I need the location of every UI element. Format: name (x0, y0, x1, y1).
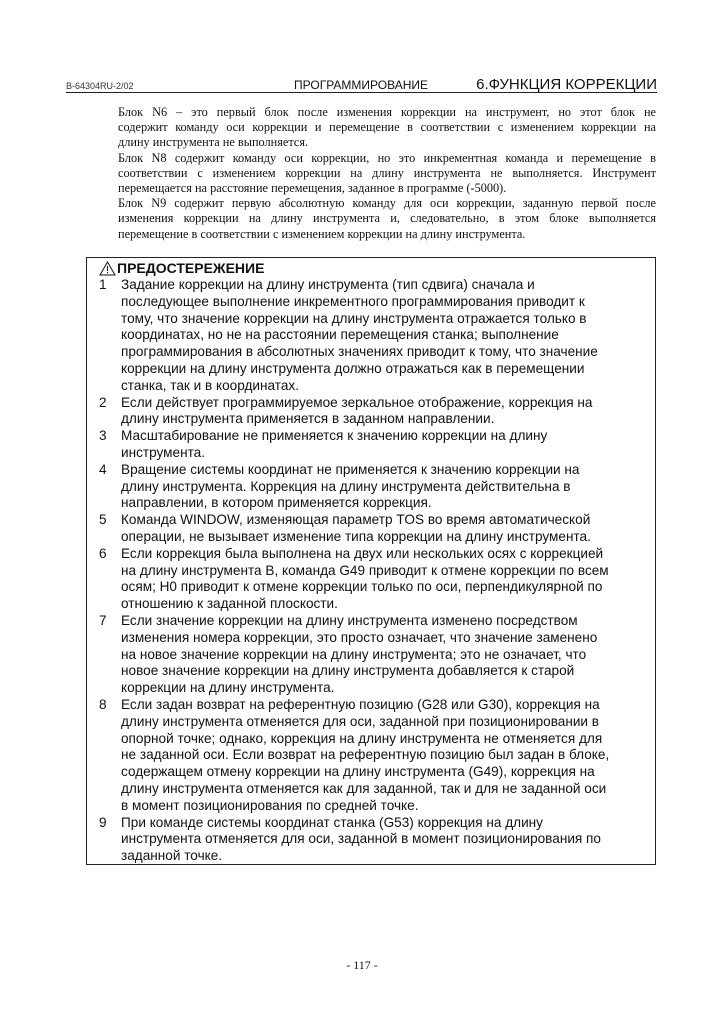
body-line: Блок N9 содержит первую абсолютную команду для оси коррекции, заданную первой после (118, 196, 656, 211)
caution-item (99, 462, 649, 512)
item-number: 3 (99, 428, 107, 444)
body-line: перемещение в соответствии с изменением коррекции на длину инструмента. (118, 226, 526, 241)
section-title: ПРОГРАММИРОВАНИЕ (294, 78, 428, 92)
caution-title (99, 260, 264, 277)
item-line: не заданной оси. Если возврат на референтную позицию был задан в блоке, (121, 747, 610, 763)
item-number: 5 (99, 512, 107, 528)
item-line: заданной точке. (121, 848, 223, 864)
item-line: длину инструмента отменяется для оси, заданной при позиционировании в (121, 713, 600, 729)
item-line: на длину инструмента B, команда G49 приводит к отмене коррекции по всем (121, 562, 609, 578)
item-number: 8 (99, 696, 107, 712)
item-number: 2 (99, 394, 107, 410)
page-number: - 117 - (346, 958, 378, 972)
item-line: операции, не вызывает изменение типа коррекции на длину инструмента. (121, 528, 591, 544)
caution-list (99, 277, 649, 865)
item-line: последующее выполнение инкрементного программирования приводит к (121, 293, 585, 309)
caution-item (99, 546, 649, 613)
page-header (66, 74, 657, 93)
item-number: 7 (99, 612, 107, 628)
caution-item (99, 815, 649, 865)
warning-triangle-icon (99, 261, 116, 276)
item-line: Если задан возврат на референтную позицию (G28 или G30), коррекция на (121, 696, 600, 712)
document-code: B-64304RU-2/02 (66, 81, 134, 91)
body-line: Блок N6 – это первый блок после изменения коррекции на инструмент, но этот блок не (118, 105, 656, 119)
item-line: станка, так и в координатах. (121, 377, 299, 393)
item-line: изменения номера коррекции, это просто означает, что значение заменено (121, 629, 598, 645)
item-line: тому, что значение коррекции на длину инструмента отражается только в (121, 310, 587, 326)
item-line: инструмента отменяется для оси, заданной в момент позиционирования по (121, 831, 601, 847)
item-line: содержащем отмену коррекции на длину инструмента (G49), коррекция на (121, 764, 595, 780)
chapter-title: 6.ФУНКЦИЯ КОРРЕКЦИИ (476, 76, 657, 93)
body-line: соответствии с изменением коррекции на длину инструмента не выполняется. Инструмент (118, 165, 656, 180)
item-line: коррекции на длину инструмента. (121, 680, 335, 696)
body-text (118, 105, 656, 242)
item-line: При команде системы координат станка (G53) коррекция на длину (121, 814, 543, 830)
body-line: изменения коррекции на длину инструмента и, следовательно, в этом блоке выполняется (118, 211, 656, 226)
item-line: Команда WINDOW, изменяющая параметр TOS во время автоматической (121, 512, 591, 528)
caution-title-text: ПРЕДОСТЕРЕЖЕНИЕ (117, 260, 265, 276)
item-line: координатах, но не на расстоянии перемещения станка; выполнение (121, 327, 559, 343)
caution-item (99, 277, 649, 395)
item-line: длину инструмента. Коррекция на длину инструмента действительна в (121, 478, 571, 494)
caution-item (99, 697, 649, 815)
caution-item (99, 512, 649, 546)
item-number: 6 (99, 545, 107, 561)
item-line: новое значение коррекции на длину инструмента добавляется к старой (121, 663, 575, 679)
item-line: длину инструмента применяется в заданном направлении. (121, 411, 495, 427)
caution-item (99, 395, 649, 429)
item-line: Вращение системы координат не применяется к значению коррекции на (121, 461, 580, 477)
item-line: программирования в абсолютных значениях приводит к тому, что значение (121, 344, 598, 360)
item-number: 4 (99, 461, 107, 477)
item-line: Если коррекция была выполнена на двух или нескольких осях с коррекцией (121, 545, 604, 561)
body-line: Блок N8 содержит команду оси коррекции, но это инкрементная команда и перемещение в (118, 150, 656, 165)
body-line: содержит команду оси коррекции и перемещение в соответствии с изменением коррекции на (118, 120, 656, 135)
item-line: на новое значение коррекции на длину инструмента; это не означает, что (121, 646, 587, 662)
caution-item (99, 428, 649, 462)
item-number: 9 (99, 814, 107, 830)
item-line: инструмента. (121, 444, 205, 460)
item-line: Масштабирование не применяется к значению коррекции на длину (121, 428, 548, 444)
item-number: 1 (99, 277, 107, 292)
item-line: коррекции на длину инструмента должно отражаться как в перемещении (121, 360, 585, 376)
item-line: Задание коррекции на длину инструмента (тип сдвига) сначала и (121, 277, 535, 292)
item-line: в момент позиционирования по средней точке. (121, 797, 419, 813)
item-line: осям; H0 приводит к отмене коррекции только по оси, перпендикулярной по (121, 579, 603, 595)
item-line: отношению к заданной плоскости. (121, 596, 338, 612)
item-line: длину инструмента отменяется как для заданной, так и для не заданной оси (121, 780, 607, 796)
item-line: Если значение коррекции на длину инструмента изменено посредством (121, 612, 578, 628)
caution-box (86, 257, 656, 865)
body-line: длину инструмента не выполняется. (118, 135, 309, 150)
caution-item (99, 613, 649, 697)
body-line: перемещается на расстояние перемещения, заданное в программе (-5000). (118, 181, 507, 196)
item-line: направлении, в котором применяется коррекция. (121, 495, 432, 511)
item-line: опорной точке; однако, коррекция на длину инструмента не отменяется для (121, 730, 603, 746)
item-line: Если действует программируемое зеркальное отображение, коррекция на (121, 394, 593, 410)
